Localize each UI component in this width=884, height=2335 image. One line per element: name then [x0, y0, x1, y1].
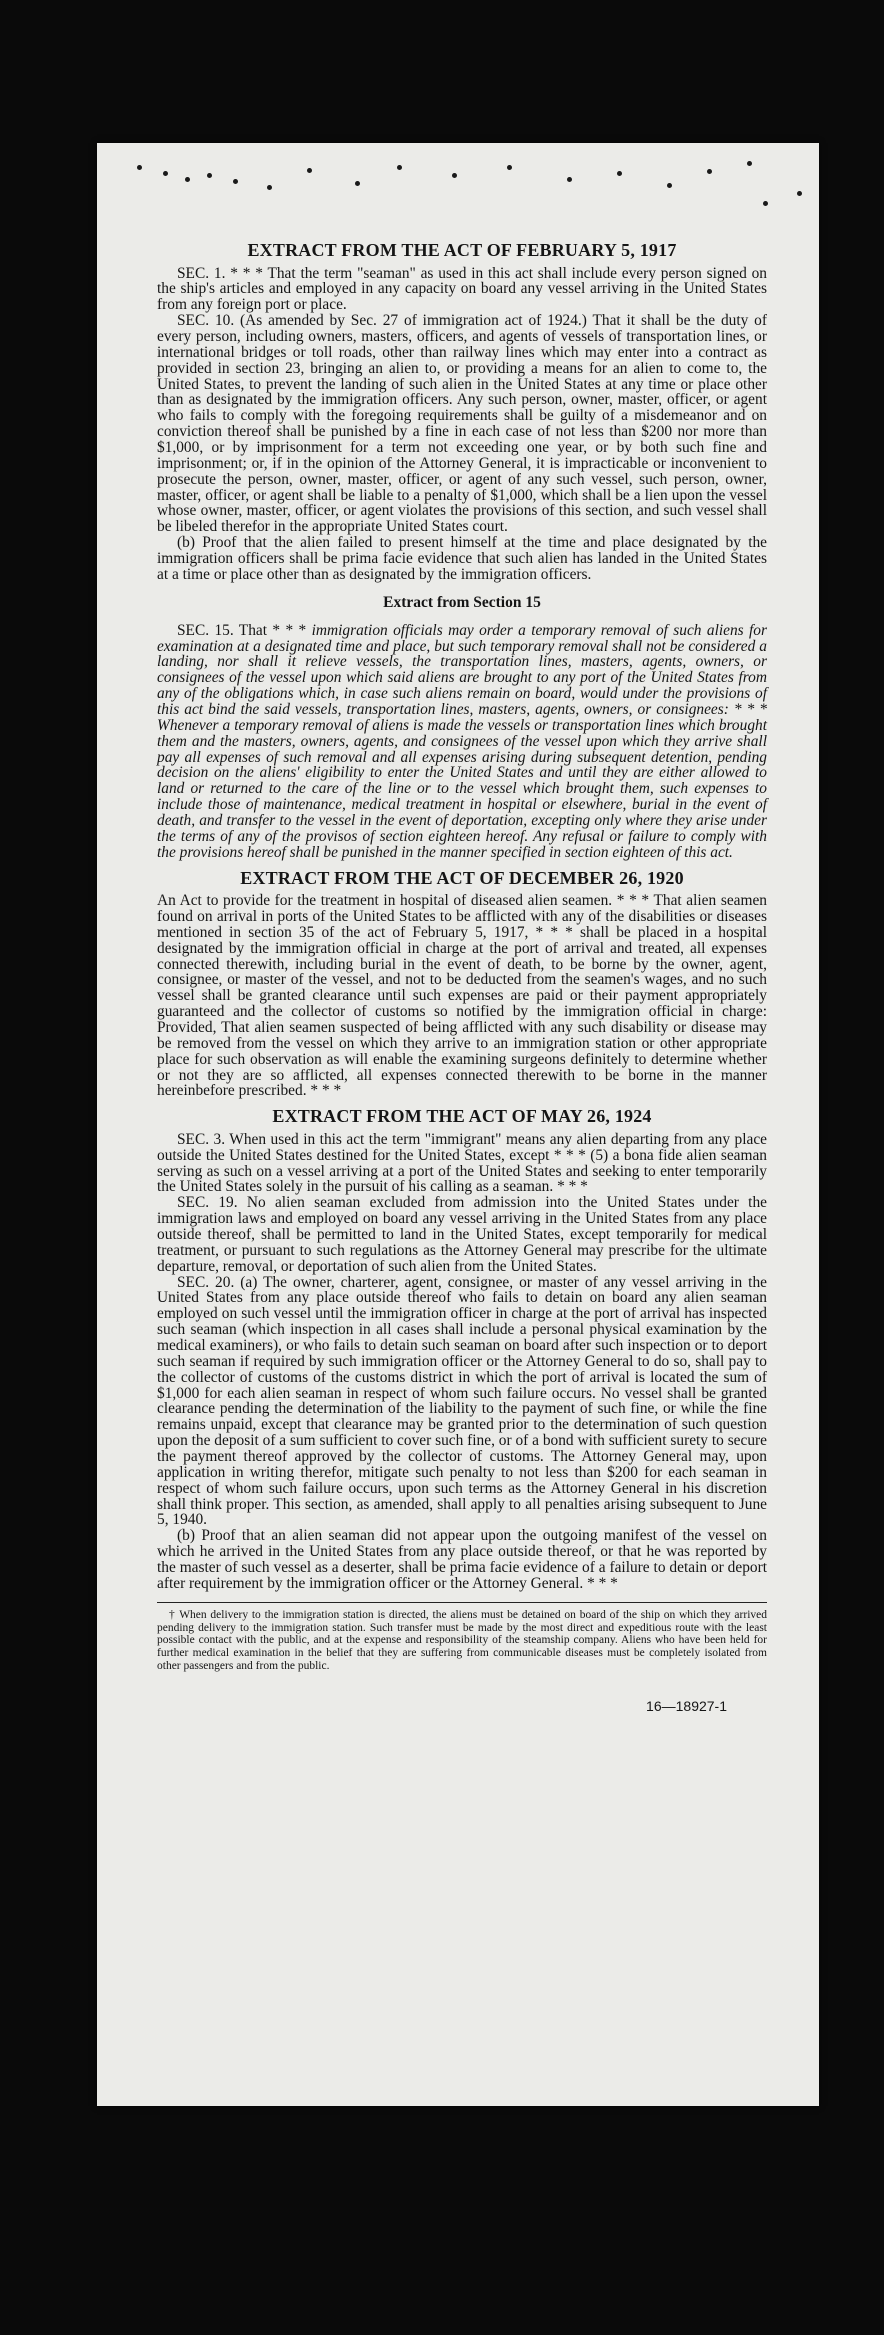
sec-10-b-paragraph: (b) Proof that the alien failed to present himself at the time and place designated by the immigration officers shall be prima facie evidence that such alien has landed in the United States at a time or place other than as designated by the immigration officers.: [157, 534, 767, 583]
mark: [233, 179, 238, 184]
mark: [397, 165, 402, 170]
mark: [207, 173, 212, 178]
footnote-text: † When delivery to the immigration station is directed, the aliens must be detained on board of the ship on which they arrived pending delivery to the immigration station. Such transfer must be made by the most direct and expeditious route with the least possible contact with the public, and at the expense and responsibility of the steamship company. Aliens who have been held for further medical examination in the belief that they are suffering from communicable diseases must be completely isolated from other passengers and from the public.: [157, 1608, 767, 1673]
mark: [507, 165, 512, 170]
print-code: 16—18927-1: [646, 1698, 727, 1715]
sec-15-lead: SEC. 15. That * * *: [177, 621, 307, 639]
mark: [355, 181, 360, 186]
mark: [617, 171, 622, 176]
mark: [747, 161, 752, 166]
mark: [567, 177, 572, 182]
mark: [452, 173, 457, 178]
mark: [185, 177, 190, 182]
act-1920-paragraph: An Act to provide for the treatment in hospital of diseased alien seamen. * * * That alien seamen found on arrival in ports of the United States to be afflicted with any of the disabilities or diseases mentioned in section 35 of the act of February 5, 1917, * * * shall be placed in a hospital designated by the immigration official in charge at the port of arrival and treated, all expenses connected therewith, including burial in the event of death, to be borne by the owner, agent, consignee, or master of the vessel, and not to be deducted from the seamen's wages, and no such vessel shall be granted clearance until such expenses are paid or their payment appropriately guaranteed and the collector of customs so notified by the immigration official in charge: Provided, That alien seamen suspected of being afflicted with any such disability or disease may be removed from the vessel on which they arrive to an immigration station or other appropriate place for such observation as will enable the examining surgeons definitely to determine whether or not they are so afflicted, all expenses connected therewith to be borne in the manner hereinbefore prescribed. * * *: [157, 892, 767, 1100]
heading-section-15: Extract from Section 15: [383, 593, 541, 611]
sec-1-paragraph: SEC. 1. * * * That the term "seaman" as used in this act shall include every person signed on the ship's articles and employed in any capacity on board any vessel arriving in the United States from any foreign port or place.: [157, 264, 767, 314]
mark: [137, 165, 142, 170]
document-page: [97, 143, 819, 2106]
sec-20-a-paragraph: SEC. 20. (a) The owner, charterer, agent, consignee, or master of any vessel arriving in the United States from any place outside thereof who fails to detain on board any alien seaman employed on such vessel until the immigration officer in charge at the port of arrival has inspected such seaman (which inspection in all cases shall include a personal physical examination by the medical examiners), or who fails to detain such seaman on board after such inspection or to deport such seaman if required by such immigration officer or the Attorney General to do so, shall pay to the collector of customs of the customs district in which the port of arrival is located the sum of $1,000 for each alien seaman in respect of whom such failure occurs. No vessel shall be granted clearance pending the determination of the liability to the payment of such fine, or while the fine remains unpaid, except that clearance may be granted prior to the determination of such question upon the deposit of a sum sufficient to cover such fine, or of a bond with sufficient surety to secure the payment thereof approved by the collector of customs. The Attorney General may, upon application in writing therefor, mitigate such penalty to not less than $200 for each seaman in respect of whom such failure occurs, upon such terms as the Attorney General in his discretion shall think proper. This section, as amended, shall apply to all penalties arising subsequent to June 5, 1940.: [157, 1273, 767, 1529]
sec-15-body: immigration officials may order a temporary removal of such aliens for examination at a designated time and place, but such temporary removal shall not be considered a landing, nor shall it relieve vessels, the transportation lines, masters, agents, owners, or consignees of the vessel upon which said aliens are brought to any port of the United States from any of the obligations which, in case such aliens remain on board, would under the provisions of this act bind the said vessels, transportation lines, masters, agents, owners, or consignees: * * * Whenever a temporary removal of aliens is made the vessels or transportation lines which brought them and the masters, owners, agents, and consignees of the vessel upon which they arrive shall pay all expenses of such removal and all expenses arising during subsequent detention, pending decision on the aliens' eligibility to enter the United States and until they are either allowed to land or returned to the care of the line or to the vessel which brought them, such expenses to include those of maintenance, medical treatment in hospital or elsewhere, burial in the event of death, and transfer to the vessel in the event of deportation, excepting only where they arise under the terms of any of the provisos of section eighteen hereof. Any refusal or failure to comply with the provisions hereof shall be punished in the manner specified in section eighteen of this act.: [157, 621, 767, 861]
mark: [307, 168, 312, 173]
sec-3-paragraph: SEC. 3. When used in this act the term "immigrant" means any alien departing from any place outside the United States destined for the United States, except * * * (5) a bona fide alien seaman serving as such on a vessel arriving at a port of the United States and seeking to enter temporarily the United States solely in the pursuit of his calling as a seaman. * * *: [157, 1130, 767, 1196]
sec-19-paragraph: SEC. 19. No alien seaman excluded from admission into the United States under the immigration laws and employed on board any vessel arriving in the United States from any place outside thereof, shall be permitted to land in the United States, except temporarily for medical treatment, or pursuant to such regulations as the Attorney General may prescribe for the ultimate departure, removal, or deportation of such alien from the United States.: [157, 1194, 767, 1275]
mark: [797, 191, 802, 196]
sec-10-paragraph: SEC. 10. (As amended by Sec. 27 of immigration act of 1924.) That it shall be the duty of every person, including owners, masters, officers, and agents of vessels of transportation lines, or international bridges or toll roads, other than railway lines which may enter into a contract as provided in section 23, bringing an alien to, or providing a means for an alien to come to, the United States, to prevent the landing of such alien in the United States at any time or place other than as designated by the immigration officers. Any such person, owner, master, officer, or agent who fails to comply with the foregoing requirements shall be guilty of a misdemeanor and on conviction thereof shall be punished by a fine in each case of not less than $200 nor more than $1,000, or by imprisonment for a term not exceeding one year, or by both such fine and imprisonment; or, if in the opinion of the Attorney General, it is impracticable or inconvenient to prosecute the person, owner, master, officer, or agent of any such vessel, such person, owner, master, officer, or agent shall be liable to a penalty of $1,000, which shall be a lien upon the vessel whose owner, master, officer, or agent violates the provisions of this section, and such vessel shall be libeled therefor in the appropriate United States court.: [157, 312, 767, 536]
sec-15-paragraph: [157, 623, 767, 861]
mark: [267, 185, 272, 190]
punch-marks: [97, 143, 819, 233]
footnote: [157, 1602, 767, 1673]
mark: [763, 201, 768, 206]
document-body: [157, 233, 767, 1714]
sec-20-b-paragraph: (b) Proof that an alien seaman did not appear upon the outgoing manifest of the vessel on which he arrived in the United States from any place outside thereof, or that he was reported by the master of such vessel as a deserter, shall be prima facie evidence of a failure to detain or deport after requirement by the immigration officer or the Attorney General. * * *: [157, 1527, 767, 1592]
mark: [707, 169, 712, 174]
mark: [163, 171, 168, 176]
heading-act-1924: EXTRACT FROM THE ACT OF MAY 26, 1924: [272, 1106, 652, 1127]
heading-act-1917: EXTRACT FROM THE ACT OF FEBRUARY 5, 1917: [247, 240, 677, 260]
mark: [667, 183, 672, 188]
heading-act-1920: EXTRACT FROM THE ACT OF DECEMBER 26, 1920: [240, 867, 684, 888]
